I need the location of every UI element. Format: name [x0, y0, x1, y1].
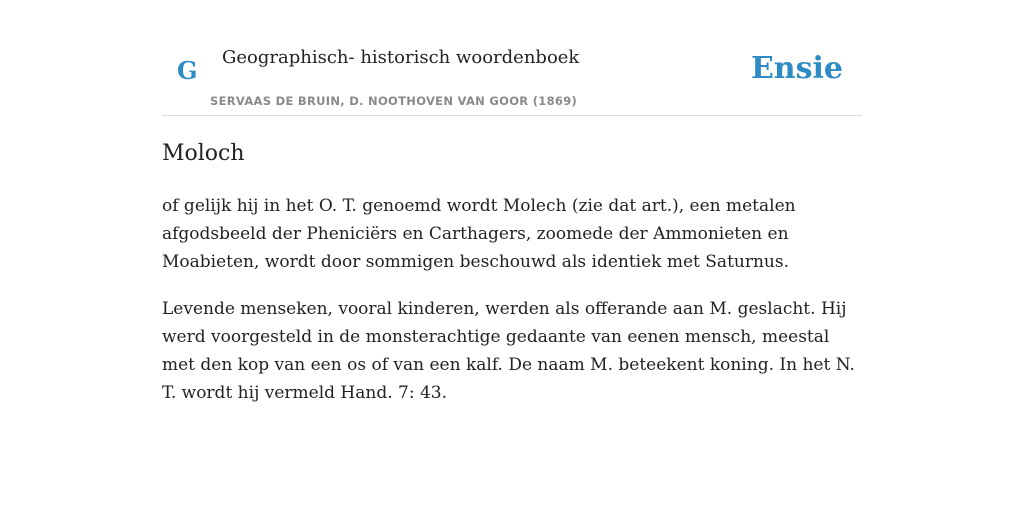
- entry-body: [162, 192, 862, 426]
- entry-paragraph-2: Levende menseken, vooral kinderen, werden als offerande aan M. geslacht. Hij werd voorgesteld in de monsterachtige gedaante van eenen mensch, meestal met den kop van een os of van een kalf. De naam M. beteekent koning. In het N. T. wordt hij vermeld Hand. 7: 43.: [162, 299, 855, 403]
- book-letter-link[interactable]: G: [177, 56, 198, 85]
- book-authors: SERVAAS DE BRUIN, D. NOOTHOVEN VAN GOOR (1869): [210, 94, 578, 108]
- book-title-link[interactable]: Geographisch- historisch woordenboek: [222, 47, 580, 68]
- header: [162, 0, 862, 116]
- page-container: [162, 0, 862, 403]
- ensie-logo-link[interactable]: Ensie: [750, 51, 843, 86]
- entry-paragraph-1: of gelijk hij in het O. T. genoemd wordt Molech (zie dat art.), een metalen afgodsbeeld der Pheniciërs en Carthagers, zoomede der Ammonieten en Moabieten, wordt door sommigen beschouwd als identiek met Saturnus.: [162, 196, 796, 272]
- entry-title: Moloch: [162, 141, 245, 166]
